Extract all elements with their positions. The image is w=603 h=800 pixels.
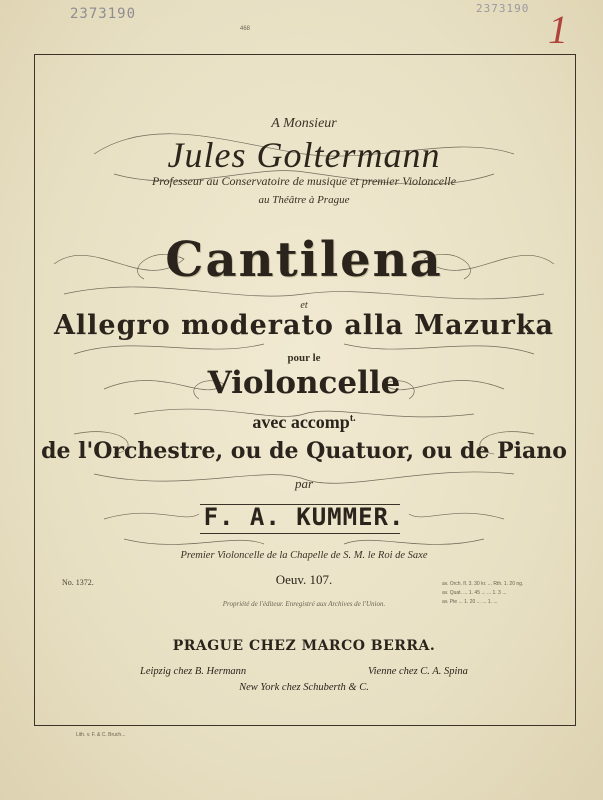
dedicatee-name: Jules Goltermann: [167, 135, 441, 175]
agent-leipzig: Leipzig chez B. Hermann: [140, 666, 247, 677]
plate-number: No. 1372.: [62, 578, 94, 587]
copyright-notice: Propriété de l'éditeur. Enregistré aux Archives de l'Union.: [222, 600, 386, 608]
price-row: av. Quat. ... 1. 45 ... ... 1. 3 ...: [442, 590, 507, 596]
tiny-mark: 468: [240, 26, 251, 32]
agent-vienne: Vienne chez C. A. Spina: [368, 666, 468, 677]
price-row: av. Pte ... 1. 20 ... ... 1. ...: [442, 599, 498, 605]
connector-text: et: [300, 300, 308, 311]
instrument-name: Violoncelle: [207, 365, 401, 401]
accompaniment-text: avec accomp$^{t.}$: [252, 412, 356, 432]
par-text: par: [294, 476, 314, 491]
pour-text: pour le: [287, 352, 321, 364]
lithographer-credit: Lith. v. F. & C. Bruch...: [76, 732, 126, 738]
library-stamp: 2373190: [70, 6, 137, 22]
ensemble-options: de l'Orchestre, ou de Quatuor, ou de Piano: [41, 438, 567, 464]
opus-number: Oeuv. 107.: [275, 572, 333, 587]
agent-newyork: New York chez Schuberth & C.: [239, 682, 369, 693]
dedication-salutation: A Monsieur: [271, 116, 337, 131]
dedicatee-title: Professeur au Conservatoire de musique et premier Violoncelle: [151, 174, 457, 188]
composer-name: F. A. KUMMER.: [203, 503, 405, 531]
price-row: av. Orch. fl. 3. 30 kr. ... Rth. 1. 20 ng.: [442, 581, 524, 587]
work-title: Cantilena: [165, 232, 443, 288]
composer-title: Premier Violoncelle de la Chapelle de S. M. le Roi de Saxe: [180, 550, 428, 561]
library-stamp-right: 2373190: [476, 2, 530, 15]
work-subtitle: Allegro moderato alla Mazurka: [53, 310, 555, 341]
publisher-line: PRAGUE CHEZ MARCO BERRA.: [172, 638, 436, 654]
dedicatee-location: au Théâtre à Prague: [258, 194, 350, 206]
page-number: 1: [548, 7, 568, 52]
